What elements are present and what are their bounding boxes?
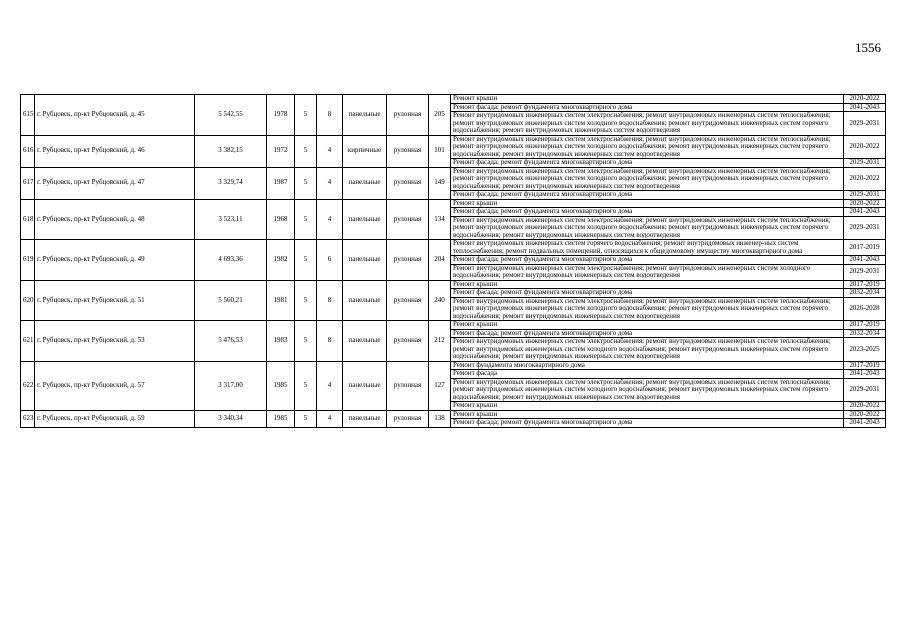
work-period: 2020-2022 [844,95,886,104]
object-area: 3 523,11 [195,199,267,240]
object-walls: панельные [343,199,387,240]
object-floors: 5 [295,95,317,136]
table-row [21,199,886,208]
work-period: 2041-2043 [844,370,886,379]
object-walls: панельные [343,240,387,281]
work-description: Ремонт крыши [451,410,844,419]
work-description: Ремонт фасада; ремонт фундамента многоквартирного дома [451,329,844,338]
object-number: 618 [21,199,35,240]
object-area: 3 317,00 [195,361,267,410]
work-description: Ремонт фасада; ремонт фундамента многоквартирного дома [451,289,844,298]
work-description: Ремонт фундамента многоквартирного дома [451,361,844,370]
object-walls: кирпичные [343,135,387,167]
work-description: Ремонт фасада; ремонт фундамента многоквартирного дома [451,159,844,168]
object-year: 1987 [267,167,295,199]
object-year: 1981 [267,280,295,321]
object-number: 621 [21,321,35,362]
object-entrances: 4 [317,167,343,199]
object-roof: рулонная [387,167,429,199]
object-floors: 5 [295,321,317,362]
object-residents: 127 [429,361,451,410]
object-area: 3 329,74 [195,167,267,199]
object-number: 622 [21,361,35,410]
object-area: 5 476,53 [195,321,267,362]
work-description: Ремонт внутридомовых инженерных систем электроснабжения; ремонт внутридомовых инженерных систем холодного водоснабжения; ремонт внутридомовых инженерных систем водоотведения [451,264,844,280]
work-period: 2029-2031 [844,264,886,280]
object-year: 1985 [267,361,295,410]
work-period: 2032-2034 [844,329,886,338]
table-row [21,135,886,159]
table-row [21,361,886,370]
page-number: 1556 [855,40,881,55]
work-description: Ремонт внутридомовых инженерных систем электроснабжения; ремонт внутридомовых инженерных систем теплоснабжения; ремонт внутридомовых инженерных систем холодного водоснабжения; ремонт внутридомовых инженерных систем горячего водоснабжения; ремонт внутридомовых инженерных систем водоотведения [451,297,844,321]
object-area: 5 560,21 [195,280,267,321]
object-address: г. Рубцовск, пр-кт Рубцовский, д. 49 [35,240,195,281]
object-address: г. Рубцовск, пр-кт Рубцовский, д. 57 [35,361,195,410]
work-period: 2020-2022 [844,199,886,208]
object-area: 4 693,36 [195,240,267,281]
object-floors: 5 [295,410,317,427]
work-period: 2020-2022 [844,135,886,159]
object-roof: рулонная [387,361,429,410]
object-number: 615 [21,95,35,136]
work-period: 2017-2019 [844,280,886,289]
work-description: Ремонт крыши [451,402,844,411]
work-description: Ремонт внутридомовых инженерных систем электроснабжения; ремонт внутридомовых инженерных систем теплоснабжения; ремонт внутридомовых инженерных систем холодного водоснабжения; ремонт внутридомовых инженерных систем горячего водоснабжения; ремонт внутридомовых инженерных систем водоотведения [451,216,844,240]
object-area: 5 542,55 [195,95,267,136]
work-period: 2020-2022 [844,402,886,411]
object-residents: 204 [429,240,451,281]
object-entrances: 8 [317,280,343,321]
object-year: 1978 [267,95,295,136]
object-year: 1968 [267,199,295,240]
object-entrances: 8 [317,321,343,362]
object-walls: панельные [343,95,387,136]
object-floors: 5 [295,361,317,410]
work-description: Ремонт фасада; ремонт фундамента многоквартирного дома [451,191,844,200]
object-residents: 101 [429,135,451,167]
work-description: Ремонт крыши [451,321,844,330]
work-period: 2041-2043 [844,103,886,112]
object-residents: 212 [429,321,451,362]
object-year: 1982 [267,240,295,281]
object-number: 617 [21,167,35,199]
work-period: 2026-2028 [844,297,886,321]
object-number: 623 [21,410,35,427]
object-year: 1972 [267,135,295,167]
object-floors: 5 [295,280,317,321]
work-description: Ремонт фасада; ремонт фундамента многоквартирного дома [451,103,844,112]
work-description: Ремонт внутридомовых инженерных систем электроснабжения; ремонт внутридомовых инженерных систем теплоснабжения; ремонт внутридомовых инженерных систем холодного водоснабжения; ремонт внутридомовых инженерных систем горячего водоснабжения; ремонт внутридомовых инженерных систем водоотведения [451,167,844,191]
object-roof: рулонная [387,199,429,240]
work-description: Ремонт внутридомовых инженерных систем электроснабжения; ремонт внутридомовых инженерных систем теплоснабжения; ремонт внутридомовых инженерных систем холодного водоснабжения; ремонт внутридомовых инженерных систем горячего водоснабжения; ремонт внутридомовых инженерных систем водоотведения [451,135,844,159]
object-residents: 205 [429,95,451,136]
work-description: Ремонт фасада; ремонт фундамента многоквартирного дома [451,419,844,428]
object-entrances: 4 [317,361,343,410]
work-period: 2041-2043 [844,256,886,265]
work-description: Ремонт внутридомовых инженерных систем электроснабжения; ремонт внутридомовых инженерных систем теплоснабжения; ремонт внутридомовых инженерных систем холодного водоснабжения; ремонт внутридомовых инженерных систем горячего водоснабжения; ремонт внутридомовых инженерных систем водоотведения [451,378,844,402]
object-roof: рулонная [387,321,429,362]
object-address: г. Рубцовск, пр-кт Рубцовский, д. 45 [35,95,195,136]
object-roof: рулонная [387,280,429,321]
object-roof: рулонная [387,240,429,281]
work-period: 2029-2031 [844,159,886,168]
object-address: г. Рубцовск, пр-кт Рубцовский, д. 53 [35,321,195,362]
work-description: Ремонт фасада; ремонт фундамента многоквартирного дома [451,208,844,217]
object-number: 616 [21,135,35,167]
object-entrances: 4 [317,199,343,240]
object-area: 3 382,15 [195,135,267,167]
object-entrances: 4 [317,410,343,427]
work-period: 2017-2019 [844,361,886,370]
object-entrances: 6 [317,240,343,281]
object-number: 620 [21,280,35,321]
object-floors: 5 [295,199,317,240]
object-walls: панельные [343,410,387,427]
work-period: 2032-2034 [844,289,886,298]
work-period: 2020-2022 [844,167,886,191]
object-area: 3 340,34 [195,410,267,427]
object-address: г. Рубцовск, пр-кт Рубцовский, д. 59 [35,410,195,427]
object-residents: 134 [429,199,451,240]
object-year: 1985 [267,410,295,427]
work-period: 2029-2031 [844,378,886,402]
object-residents: 240 [429,280,451,321]
object-walls: панельные [343,167,387,199]
work-description: Ремонт крыши [451,95,844,104]
work-description: Ремонт внутридомовых инженерных систем электроснабжения; ремонт внутридомовых инженерных систем теплоснабжения; ремонт внутридомовых инженерных систем холодного водоснабжения; ремонт внутридомовых инженерных систем горячего водоснабжения; ремонт внутридомовых инженерных систем водоотведения [451,112,844,136]
object-roof: рулонная [387,95,429,136]
table-body [21,95,886,428]
object-roof: рулонная [387,135,429,167]
work-description: Ремонт крыши [451,280,844,289]
object-address: г. Рубцовск, пр-кт Рубцовский, д. 46 [35,135,195,167]
object-roof: рулонная [387,410,429,427]
table-row [21,240,886,256]
table-row [21,95,886,104]
table-row [21,167,886,191]
table-row [21,410,886,419]
object-entrances: 4 [317,135,343,167]
object-residents: 149 [429,167,451,199]
object-floors: 5 [295,167,317,199]
work-description: Ремонт крыши [451,199,844,208]
work-description: Ремонт фасада [451,370,844,379]
object-year: 1983 [267,321,295,362]
work-period: 2023-2025 [844,338,886,362]
object-residents: 138 [429,410,451,427]
work-period: 2041-2043 [844,419,886,428]
object-walls: панельные [343,361,387,410]
table-row [21,321,886,330]
object-walls: панельные [343,321,387,362]
work-period: 2029-2031 [844,191,886,200]
object-floors: 5 [295,135,317,167]
work-description: Ремонт внутридомовых инженерных систем горячего водоснабжения; ремонт внутридомовых инженер-ных систем теплоснабжения; ремонт подвальных помещений, относящихся к общедомовому имуществу многоквартирного дома [451,240,844,256]
object-address: г. Рубцовск, пр-кт Рубцовский, д. 51 [35,280,195,321]
work-period: 2041-2043 [844,208,886,217]
work-period: 2017-2019 [844,240,886,256]
object-address: г. Рубцовск, пр-кт Рубцовский, д. 47 [35,167,195,199]
work-period: 2017-2019 [844,321,886,330]
capital-repair-table [20,94,886,428]
table-row [21,280,886,289]
object-walls: панельные [343,280,387,321]
work-description: Ремонт фасада; ремонт фундамента многоквартирного дома [451,256,844,265]
object-number: 619 [21,240,35,281]
work-period: 2029-2031 [844,112,886,136]
work-period: 2020-2022 [844,410,886,419]
object-address: г. Рубцовск, пр-кт Рубцовский, д. 48 [35,199,195,240]
object-entrances: 8 [317,95,343,136]
work-description: Ремонт внутридомовых инженерных систем электроснабжения; ремонт внутридомовых инженерных систем теплоснабжения; ремонт внутридомовых инженерных систем холодного водоснабжения; ремонт внутридомовых инженерных систем горячего водоснабжения; ремонт внутридомовых инженерных систем водоотведения [451,338,844,362]
object-floors: 5 [295,240,317,281]
work-period: 2029-2031 [844,216,886,240]
